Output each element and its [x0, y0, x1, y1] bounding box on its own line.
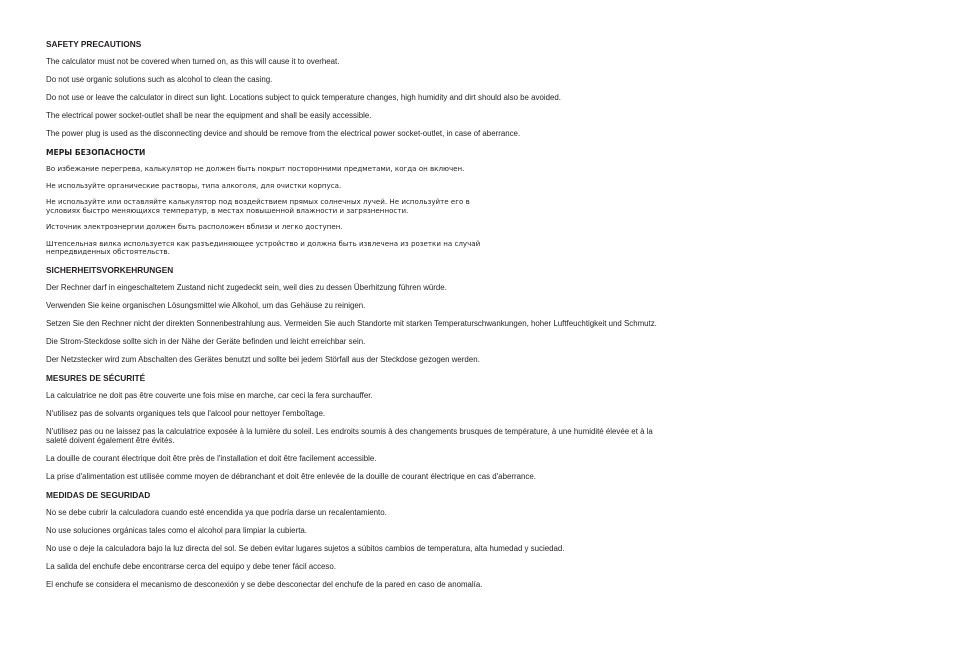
- paragraph: The electrical power socket-outlet shall be near the equipment and shall be easily accessible.: [46, 111, 372, 120]
- section-title-german: SICHERHEITSVORKEHRUNGEN: [46, 264, 174, 275]
- section-german: [46, 265, 666, 365]
- section-russian: [46, 147, 666, 257]
- paragraph: The calculator must not be covered when turned on, as this will cause it to overheat.: [46, 57, 340, 66]
- section-title-russian: МЕРЫ БЕЗОПАСНОСТИ: [46, 148, 146, 157]
- paragraph: Во избежание перегрева, калькулятор не должен быть покрыт посторонними предметами, когда он включен.: [46, 164, 465, 173]
- paragraph: Do not use or leave the calculator in direct sun light. Locations subject to quick temperature changes, high humidity and dirt should also be avoided.: [46, 93, 561, 102]
- paragraph: La calculatrice ne doit pas être couverte une fois mise en marche, car ceci la fera surchauffer.: [46, 390, 373, 400]
- paragraph: Источник электроэнергии должен быть расположен вблизи и легко доступен.: [46, 222, 343, 232]
- paragraph: Штепсельная вилка используется как разъединяющее устройство и должна быть извлечена из розетки на случай непредвиденных обстоятельств.: [46, 238, 481, 257]
- section-english: [46, 39, 666, 139]
- paragraph: Setzen Sie den Rechner nicht der direkten Sonnenbestrahlung aus. Vermeiden Sie auch Standorte mit starken Temperaturschwankungen, hoher Luftfeuchtigkeit und Schmutz.: [46, 318, 657, 328]
- paragraph: Die Strom-Steckdose sollte sich in der Nähe der Geräte befinden und leicht erreichbar sein.: [46, 336, 366, 346]
- paragraph: Не используйте или оставляйте калькулятор под воздействием прямых солнечных лучей. Не используйте его в условиях быстро меняющихся температур, в местах повышенной влажности и загрязненности.: [46, 197, 470, 215]
- paragraph: No use soluciones orgánicas tales como el alcohol para limpiar la cubierta.: [46, 526, 307, 536]
- paragraph: No se debe cubrir la calculadora cuando esté encendida ya que podría darse un recalentamiento.: [46, 508, 387, 518]
- paragraph: Do not use organic solutions such as alcohol to clean the casing.: [46, 75, 273, 84]
- paragraph: No use o deje la calculadora bajo la luz directa del sol. Se deben evitar lugares sujetos a súbitos cambios de temperatura, alta humedad y suciedad.: [46, 544, 565, 554]
- section-french: [46, 373, 666, 482]
- section-title-french: MESURES DE SÉCURITÉ: [46, 372, 146, 383]
- section-title-spanish: MEDIDAS DE SEGURIDAD: [46, 490, 151, 501]
- section-title-english: SAFETY PRECAUTIONS: [46, 39, 142, 49]
- section-spanish: [46, 490, 666, 590]
- paragraph: El enchufe se considera el mecanismo de desconexión y se debe desconectar del enchufe de la pared en caso de anomalía.: [46, 580, 483, 590]
- paragraph: Der Rechner darf in eingeschaltetem Zustand nicht zugedeckt sein, weil dies zu dessen Überhitzung führen würde.: [46, 282, 447, 292]
- paragraph: La douille de courant électrique doit être près de l'installation et doit être facilement accessible.: [46, 454, 377, 464]
- paragraph: Der Netzstecker wird zum Abschalten des Gerätes benutzt und sollte bei jedem Störfall aus der Steckdose gezogen werden.: [46, 354, 480, 364]
- paragraph: N'utilisez pas ou ne laissez pas la calculatrice exposée à la lumière du soleil. Les endroits soumis à des changements brusques de température, à une humidité élevée et à la saleté doivent également être évités.: [46, 426, 653, 446]
- paragraph: La salida del enchufe debe encontrarse cerca del equipo y debe tener fácil acceso.: [46, 562, 336, 572]
- paragraph: N'utilisez pas de solvants organiques tels que l'alcool pour nettoyer l'emboîtage.: [46, 408, 326, 418]
- paragraph: Verwenden Sie keine organischen Lösungsmittel wie Alkohol, um das Gehäuse zu reinigen.: [46, 300, 366, 310]
- paragraph: Не используйте органические растворы, типа алкоголя, для очистки корпуса.: [46, 180, 342, 190]
- paragraph: La prise d'alimentation est utilisée comme moyen de débranchant et doit être enlevée de la douille de courant électrique en cas d'aberrance.: [46, 472, 536, 482]
- paragraph: The power plug is used as the disconnecting device and should be remove from the electrical power socket-outlet, in case of aberrance.: [46, 129, 521, 138]
- safety-document: [46, 39, 666, 598]
